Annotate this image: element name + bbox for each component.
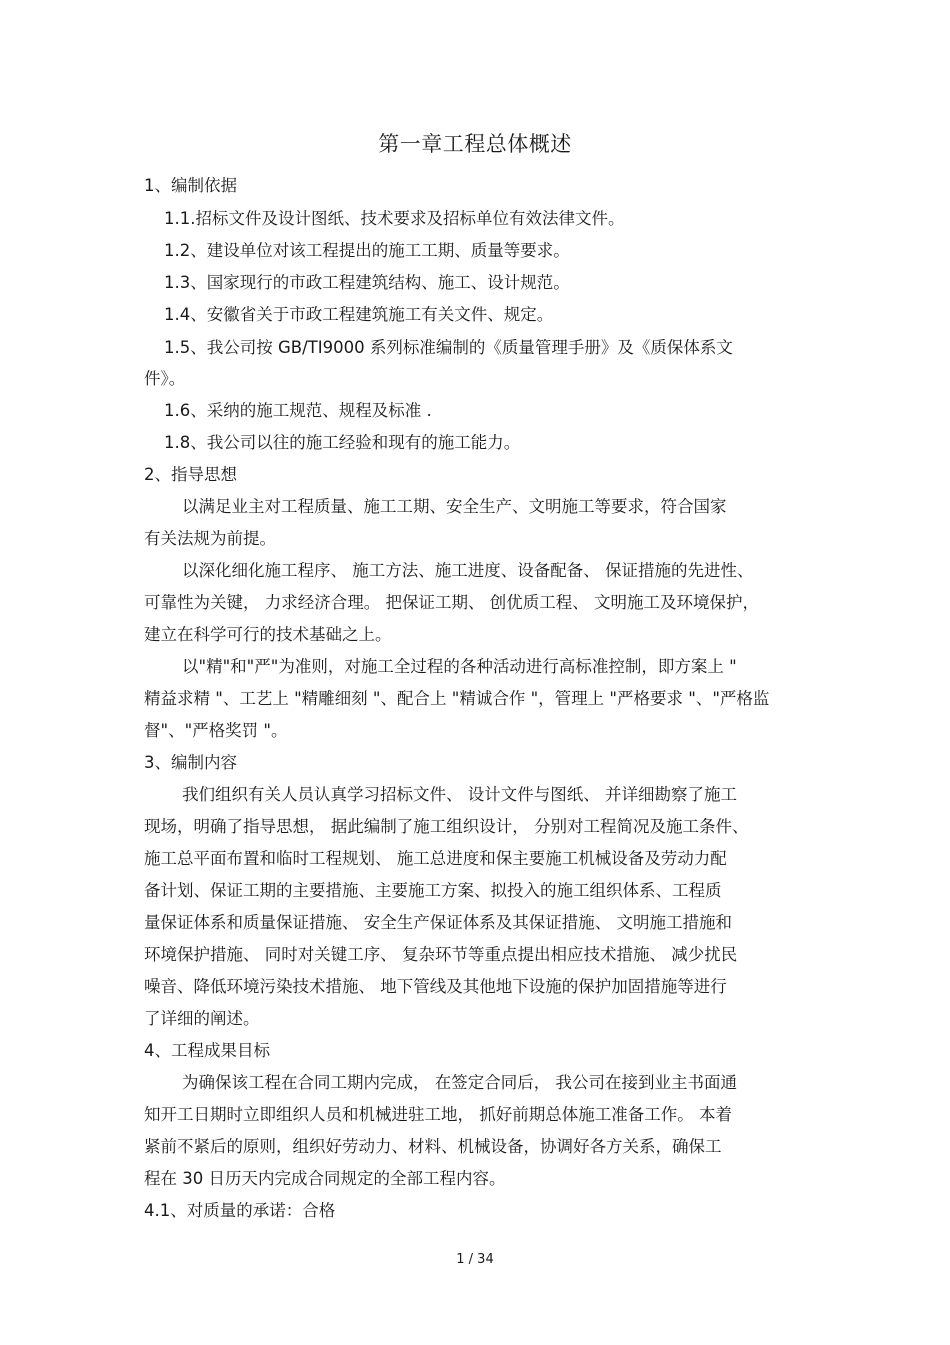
heading-guiding-thought: 2、指导思想 [144, 465, 237, 484]
paragraph-line: 为确保该工程在合同工期内完成， 在签定合同后， 我公司在接到业主书面通 [182, 1073, 737, 1092]
paragraph-line: 量保证体系和质量保证措施、 安全生产保证体系及其保证措施、 文明施工措施和 [144, 913, 732, 932]
list-item: 1.3、国家现行的市政工程建筑结构、施工、设计规范。 [164, 273, 570, 292]
list-item: 1.6、采纳的施工规范、规程及标准 . [164, 401, 432, 420]
paragraph-line: 我们组织有关人员认真学习招标文件、 设计文件与图纸、 并详细勘察了施工 [182, 785, 737, 804]
heading-content: 3、编制内容 [144, 753, 237, 772]
paragraph-line: 可靠性为关键， 力求经济合理。 把保证工期、 创优质工程、 文明施工及环境保护， [144, 593, 759, 612]
subheading-quality: 4.1、对质量的承诺：合格 [144, 1201, 336, 1220]
list-item-continuation: 件》。 [144, 369, 186, 388]
paragraph-line: 建立在科学可行的技术基础之上。 [144, 625, 392, 644]
paragraph-line: 噪音、降低环境污染技术措施、 地下管线及其他地下设施的保护加固措施等进行 [144, 977, 727, 996]
heading-targets: 4、工程成果目标 [144, 1041, 270, 1060]
paragraph-line: 督"、"严格奖罚 "。 [144, 721, 288, 740]
paragraph-line: 了详细的阐述。 [144, 1009, 260, 1028]
heading-basis: 1、编制依据 [144, 176, 237, 195]
paragraph-line: 以满足业主对工程质量、施工工期、安全生产、文明施工等要求，符合国家 [182, 497, 727, 516]
paragraph-line: 紧前不紧后的原则，组织好劳动力、材料、机械设备，协调好各方关系，确保工 [144, 1137, 722, 1156]
paragraph-line: 知开工日期时立即组织人员和机械进驻工地， 抓好前期总体施工准备工作。 本着 [144, 1105, 732, 1124]
paragraph-line: 施工总平面布置和临时工程规划、 施工总进度和保主要施工机械设备及劳动力配 [144, 849, 727, 868]
paragraph-line: 以"精"和"严"为准则，对施工全过程的各种活动进行高标准控制，即方案上 " [182, 657, 737, 676]
paragraph-line: 备计划、保证工期的主要措施、主要施工方案、拟投入的施工组织体系、工程质 [144, 881, 722, 900]
list-item: 1.8、我公司以往的施工经验和现有的施工能力。 [164, 433, 521, 452]
paragraph-line: 环境保护措施、 同时对关键工序、 复杂环节等重点提出相应技术措施、 减少扰民 [144, 945, 738, 964]
paragraph-line: 现场，明确了指导思想， 据此编制了施工组织设计， 分别对工程简况及施工条件、 [144, 817, 749, 836]
paragraph-line: 程在 30 日历天内完成合同规定的全部工程内容。 [144, 1169, 506, 1188]
paragraph-line: 精益求精 "、工艺上 "精雕细刻 "、配合上 "精诚合作 "，管理上 "严格要求 "、"严格监 [144, 689, 770, 708]
list-item: 1.2、建设单位对该工程提出的施工工期、质量等要求。 [164, 241, 570, 260]
page-number: 1 / 34 [456, 1252, 494, 1267]
list-item: 1.5、我公司按 GB/TI9000 系列标准编制的《质量管理手册》及《质保体系文 [164, 338, 733, 357]
chapter-title: 第一章工程总体概述 [378, 132, 572, 156]
list-item: 1.4、安徽省关于市政工程建筑施工有关文件、规定。 [164, 305, 554, 324]
paragraph-line: 以深化细化施工程序、 施工方法、施工进度、设备配备、 保证措施的先进性、 [182, 561, 754, 580]
paragraph-line: 有关法规为前提。 [144, 529, 276, 548]
list-item: 1.1.招标文件及设计图纸、技术要求及招标单位有效法律文件。 [164, 209, 625, 228]
